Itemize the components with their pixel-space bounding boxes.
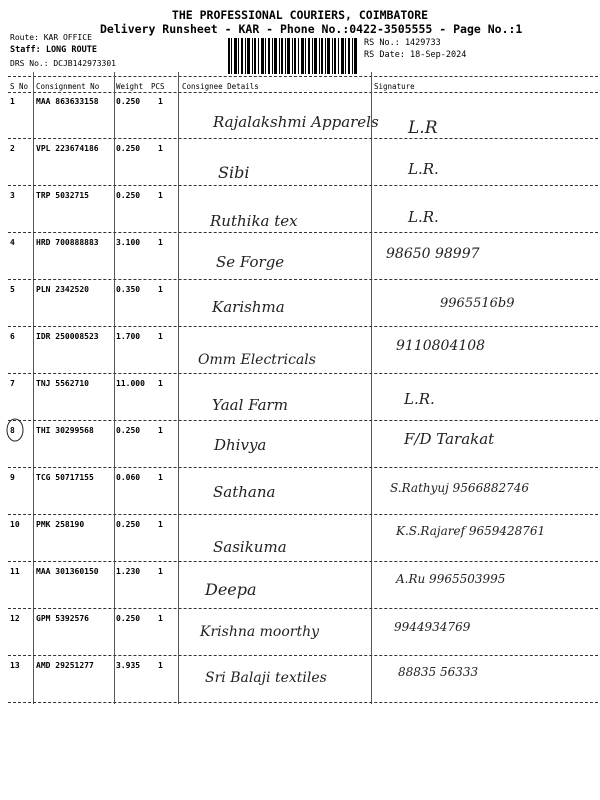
row-sno: 12 [10, 614, 20, 623]
row-signature: K.S.Rajaref 9659428761 [396, 524, 546, 538]
row-weight: 0.250 [116, 191, 141, 200]
row-separator [8, 514, 598, 515]
row-consignment-no: PMK 258190 [36, 520, 85, 529]
row-separator [8, 185, 598, 186]
row-weight: 0.250 [116, 426, 141, 435]
row-sno: 2 [10, 144, 15, 153]
row-consignee-handwritten: Sri Balaji textiles [205, 670, 327, 686]
staff-label: Staff: LONG ROUTE [10, 45, 97, 55]
row-separator [8, 702, 598, 703]
row-weight: 3.935 [116, 661, 141, 670]
row-signature: F/D Tarakat [404, 430, 495, 448]
row-consignee-handwritten: Sasikuma [213, 538, 287, 556]
runsheet-subtitle: Delivery Runsheet - KAR - Phone No.:0422-3505555 - Page No.:1 [100, 22, 523, 36]
row-consignment-no: MAA 301360150 [36, 567, 99, 576]
row-consignment-no: PLN 2342520 [36, 285, 89, 294]
row-consignee-handwritten: Omm Electricals [198, 352, 316, 368]
rs-number: RS No.: 1429733 [364, 38, 441, 48]
row-sno: 7 [10, 379, 15, 388]
row-pcs: 1 [158, 661, 163, 670]
row-signature: S.Rathyuj 9566882746 [390, 481, 530, 495]
row-weight: 0.250 [116, 520, 141, 529]
row-consignment-no: TCG 50717155 [36, 473, 94, 482]
row-pcs: 1 [158, 614, 163, 623]
row-signature: L.R. [408, 160, 439, 178]
row-signature: L.R. [404, 390, 435, 408]
route-label: Route: KAR OFFICE [10, 33, 92, 42]
row-signature: 9110804108 [396, 338, 486, 354]
row-separator [8, 279, 598, 280]
row-sno: 4 [10, 238, 15, 247]
circle-mark-icon [5, 418, 25, 442]
row-pcs: 1 [158, 97, 163, 106]
barcode-image [228, 38, 358, 74]
row-pcs: 1 [158, 426, 163, 435]
row-separator [8, 232, 598, 233]
row-signature: 9965516b9 [440, 296, 515, 311]
header-separator-top [8, 76, 598, 77]
row-pcs: 1 [158, 379, 163, 388]
row-sno: 6 [10, 332, 15, 341]
row-separator [8, 373, 598, 374]
column-divider [114, 72, 115, 704]
row-weight: 0.350 [116, 285, 141, 294]
row-consignee-handwritten: Sathana [213, 483, 276, 501]
row-consignee-handwritten: Ruthika tex [210, 212, 298, 230]
row-consignment-no: MAA 863633158 [36, 97, 99, 106]
row-pcs: 1 [158, 144, 163, 153]
column-divider [371, 72, 372, 704]
row-sno: 13 [10, 661, 20, 670]
row-consignee-handwritten: Dhivya [214, 436, 267, 454]
row-consignment-no: TNJ 5562710 [36, 379, 89, 388]
row-pcs: 1 [158, 520, 163, 529]
row-pcs: 1 [158, 238, 163, 247]
row-sno: 10 [10, 520, 20, 529]
row-consignment-no: VPL 223674186 [36, 144, 99, 153]
row-signature: L.R [408, 118, 438, 138]
col-header-weight: Weight [116, 82, 144, 91]
row-separator [8, 467, 598, 468]
col-header-sno: S No [10, 82, 29, 91]
row-consignee-handwritten: Deepa [205, 580, 257, 599]
row-sno: 9 [10, 473, 15, 482]
row-signature: A.Ru 9965503995 [396, 572, 506, 586]
row-pcs: 1 [158, 285, 163, 294]
row-consignee-handwritten: Yaal Farm [212, 396, 288, 414]
row-weight: 0.250 [116, 97, 141, 106]
row-separator [8, 561, 598, 562]
column-divider [33, 72, 34, 704]
row-weight: 1.230 [116, 567, 141, 576]
row-pcs: 1 [158, 332, 163, 341]
row-pcs: 1 [158, 473, 163, 482]
row-consignee-handwritten: Rajalakshmi Apparels [213, 113, 379, 131]
col-header-pcs: PCS [151, 82, 165, 91]
row-consignee-handwritten: Krishna moorthy [200, 624, 320, 640]
col-header-signature: Signature [374, 82, 415, 91]
col-header-consignee: Consignee Details [182, 82, 259, 91]
row-consignment-no: HRD 700888883 [36, 238, 99, 247]
row-signature: 98650 98997 [386, 246, 480, 262]
row-separator [8, 138, 598, 139]
row-weight: 0.060 [116, 473, 141, 482]
row-separator [8, 326, 598, 327]
row-consignee-handwritten: Sibi [218, 163, 250, 182]
row-consignee-handwritten: Se Forge [216, 253, 285, 271]
row-weight: 0.250 [116, 144, 141, 153]
row-sno: 5 [10, 285, 15, 294]
row-consignment-no: AMD 29251277 [36, 661, 94, 670]
header-separator-bottom [8, 92, 598, 93]
row-signature: 9944934769 [394, 620, 471, 634]
row-separator [8, 420, 598, 421]
col-header-consignment: Consignment No [36, 82, 100, 91]
row-consignment-no: GPM 5392576 [36, 614, 89, 623]
row-signature: 88835 56333 [398, 665, 479, 679]
row-consignment-no: TRP 5032715 [36, 191, 89, 200]
drs-number: DRS No.: DCJB142973301 [10, 59, 116, 68]
row-consignment-no: THI 30299568 [36, 426, 94, 435]
row-sno: 8 [10, 426, 15, 435]
row-weight: 3.100 [116, 238, 141, 247]
row-sno: 1 [10, 97, 15, 106]
column-divider [178, 72, 179, 704]
row-sno: 3 [10, 191, 15, 200]
row-consignee-handwritten: Karishma [212, 298, 285, 316]
row-separator [8, 655, 598, 656]
row-separator [8, 608, 598, 609]
company-title: THE PROFESSIONAL COURIERS, COIMBATORE [171, 8, 429, 22]
row-weight: 0.250 [116, 614, 141, 623]
row-weight: 11.000 [116, 379, 145, 388]
row-consignment-no: IDR 250008523 [36, 332, 99, 341]
rs-date: RS Date: 18-Sep-2024 [364, 50, 467, 60]
row-pcs: 1 [158, 567, 163, 576]
row-weight: 1.700 [116, 332, 141, 341]
row-sno: 11 [10, 567, 20, 576]
row-signature: L.R. [408, 208, 439, 226]
row-pcs: 1 [158, 191, 163, 200]
